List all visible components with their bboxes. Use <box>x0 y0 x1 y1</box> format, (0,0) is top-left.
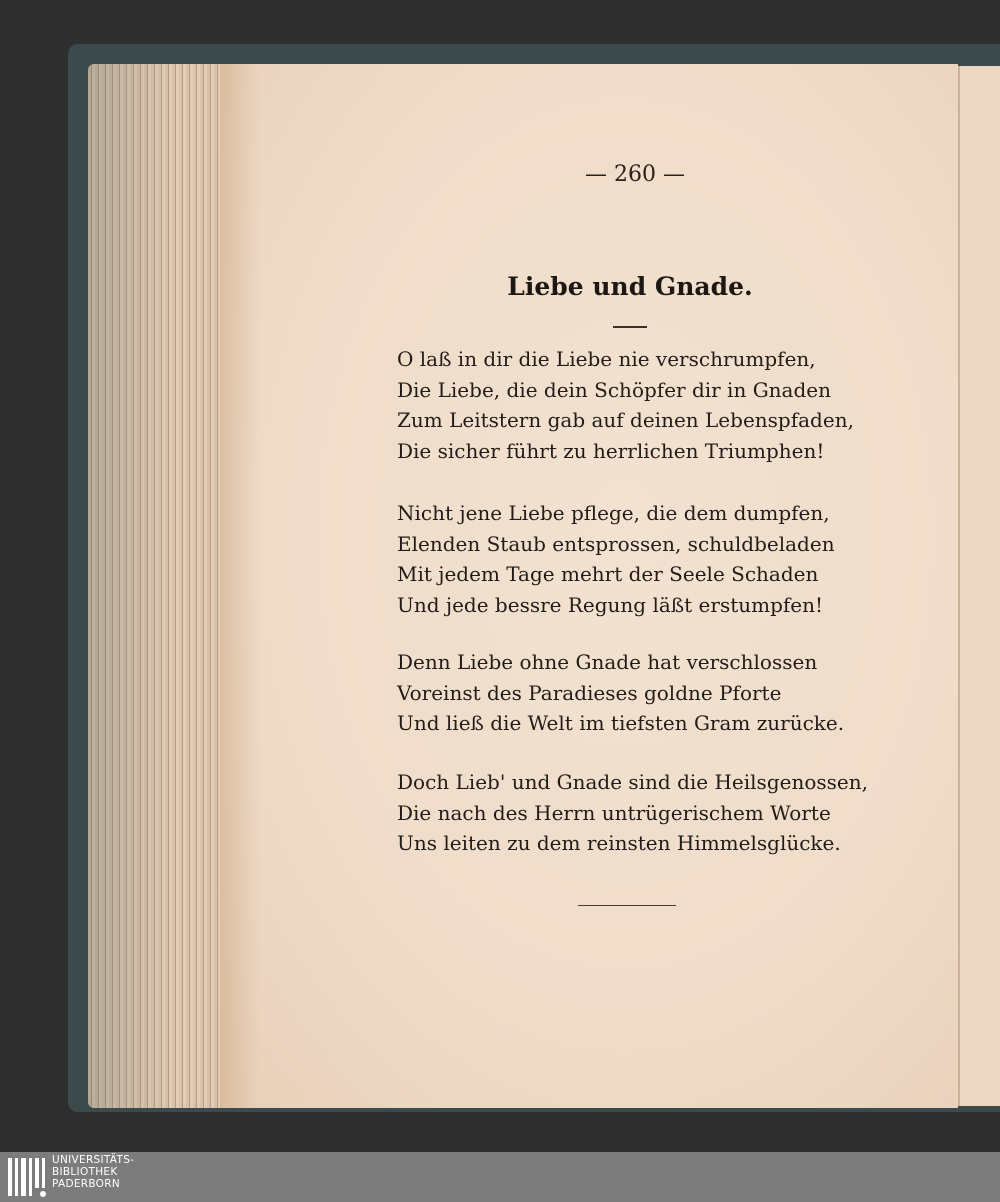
poem-line: Und ließ die Welt im tiefsten Gram zurücke. <box>397 711 845 735</box>
poem-title: Liebe und Gnade. <box>507 272 753 301</box>
page-edges-shade <box>88 64 228 1108</box>
poem-line: Die nach des Herrn untrügerischem Worte <box>397 800 831 825</box>
poem-line: Elenden Staub entsprossen, schuldbeladen <box>397 531 835 556</box>
poem-line: Nicht jene Liebe pflege, die dem dumpfen, <box>397 501 830 525</box>
poem-line: Die Liebe, die dein Schöpfer dir in Gnaden <box>397 377 831 402</box>
end-divider <box>578 905 676 906</box>
library-name-line: UNIVERSITÄTS- <box>52 1154 135 1166</box>
poem-line: Mit jedem Tage mehrt der Seele Schaden <box>397 562 819 586</box>
page-number: — 260 — <box>585 162 685 187</box>
library-footer <box>0 1152 1000 1202</box>
stanza-1 <box>397 344 857 466</box>
facing-page-edge <box>958 66 1000 1106</box>
stanza-2 <box>397 498 857 620</box>
page-gutter-stain <box>220 64 260 1108</box>
library-name <box>52 1154 134 1190</box>
poem-line: O laß in dir die Liebe nie verschrumpfen, <box>397 347 816 371</box>
stanza-3 <box>397 647 857 739</box>
poem-line: Uns leiten zu dem reinsten Himmelsglücke. <box>397 831 841 855</box>
poem-line: Zum Leitstern gab auf deinen Lebenspfaden, <box>397 408 854 432</box>
poem-line: Denn Liebe ohne Gnade hat verschlossen <box>397 650 818 674</box>
title-divider <box>613 326 647 328</box>
poem-line: Voreinst des Paradieses goldne Pforte <box>397 680 782 705</box>
library-name-line: BIBLIOTHEK <box>52 1166 118 1178</box>
stanza-4 <box>397 767 868 859</box>
poem-line: Doch Lieb' und Gnade sind die Heilsgenossen, <box>397 770 868 794</box>
poem-line: Und jede bessre Regung läßt erstumpfen! <box>397 592 824 617</box>
library-barcode-logo-icon <box>8 1156 48 1198</box>
poem-line: Die sicher führt zu herrlichen Triumphen! <box>397 438 825 463</box>
library-name-line: PADERBORN <box>52 1178 120 1190</box>
